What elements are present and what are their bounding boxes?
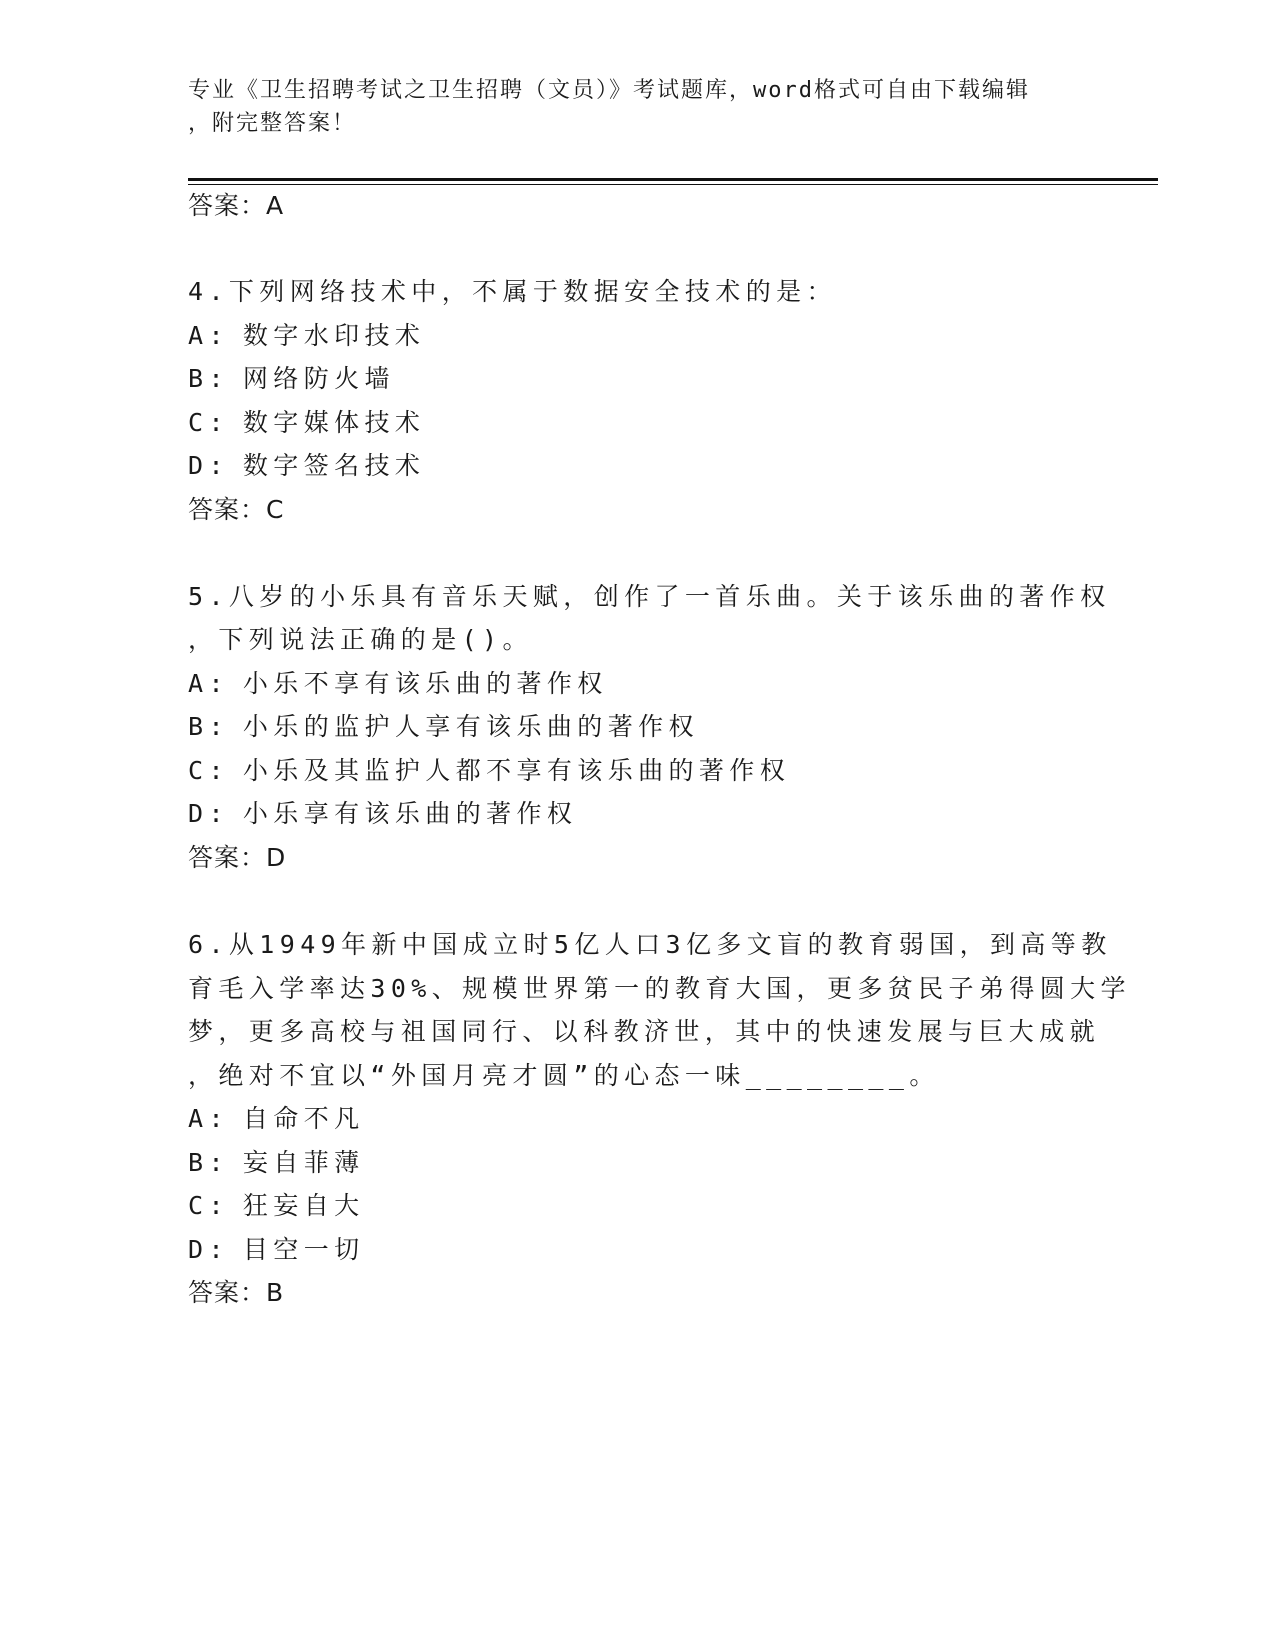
option-key: B: [188, 364, 229, 393]
option-text: 数字媒体技术 [242, 408, 426, 437]
option-text: 目空一切 [242, 1235, 365, 1264]
option-text: 小乐享有该乐曲的著作权 [242, 799, 578, 828]
option-key: D: [188, 799, 229, 828]
answer-line-q4 [188, 490, 284, 526]
header-line-1: 专业《卫生招聘考试之卫生招聘（文员）》考试题库，word格式可自由下载编辑 [188, 78, 1030, 103]
answer-label: 答案： [188, 843, 267, 872]
answer-label: 答案： [188, 495, 267, 524]
header-divider-thick [188, 178, 1158, 181]
page-header [188, 74, 1088, 140]
question-6-text-line-3: 梦，更多高校与祖国同行、以科教济世，其中的快速发展与巨大成就 [188, 1017, 1101, 1046]
option-key: A: [188, 321, 229, 350]
question-4-option-a [188, 316, 425, 352]
question-5-text-line-2: ，下列说法正确的是()。 [188, 625, 533, 654]
question-6-option-b [188, 1143, 365, 1179]
question-5-option-c [188, 751, 790, 787]
question-6-text-line-4: ，绝对不宜以“外国月亮才圆”的心态一味________。 [188, 1061, 940, 1090]
answer-label: 答案： [188, 191, 267, 220]
header-divider-thin [188, 184, 1158, 185]
question-6-text-line-1: 6.从1949年新中国成立时5亿人口3亿多文盲的教育弱国，到高等教 [188, 930, 1112, 959]
option-text: 狂妄自大 [242, 1191, 365, 1220]
option-key: C: [188, 1191, 229, 1220]
question-4-text: 4.下列网络技术中，不属于数据安全技术的是： [188, 277, 837, 306]
question-5-text-line-1: 5.八岁的小乐具有音乐天赋，创作了一首乐曲。关于该乐曲的著作权 [188, 582, 1111, 611]
option-text: 小乐的监护人享有该乐曲的著作权 [242, 712, 699, 741]
question-5-option-d [188, 794, 577, 830]
answer-line-q3 [188, 186, 284, 222]
option-key: A: [188, 669, 229, 698]
question-4-option-b [188, 359, 395, 395]
question-6-option-a [188, 1099, 365, 1135]
header-line-2: ，附完整答案！ [188, 111, 357, 136]
question-5-option-b [188, 707, 699, 743]
option-text: 网络防火墙 [242, 364, 395, 393]
question-5-option-a [188, 664, 608, 700]
answer-label: 答案： [188, 1278, 267, 1307]
option-text: 数字签名技术 [242, 451, 426, 480]
question-4-option-c [188, 403, 425, 439]
option-key: D: [188, 1235, 229, 1264]
answer-value: A [266, 191, 285, 220]
option-key: C: [188, 756, 229, 785]
question-6-option-d [188, 1230, 365, 1266]
option-text: 小乐及其监护人都不享有该乐曲的著作权 [242, 756, 791, 785]
option-text: 自命不凡 [242, 1104, 365, 1133]
option-key: C: [188, 408, 229, 437]
option-key: D: [188, 451, 229, 480]
answer-value: D [266, 843, 287, 872]
answer-value: B [266, 1278, 285, 1307]
question-4-option-d [188, 446, 425, 482]
option-text: 妄自菲薄 [242, 1148, 365, 1177]
option-key: B: [188, 1148, 229, 1177]
answer-line-q5 [188, 838, 286, 874]
option-text: 数字水印技术 [242, 321, 426, 350]
answer-line-q6 [188, 1273, 284, 1309]
option-text: 小乐不享有该乐曲的著作权 [242, 669, 608, 698]
option-key: A: [188, 1104, 229, 1133]
answer-value: C [266, 495, 285, 524]
option-key: B: [188, 712, 229, 741]
question-6-text-line-2: 育毛入学率达30%、规模世界第一的教育大国，更多贫民子弟得圆大学 [188, 974, 1131, 1003]
question-6-option-c [188, 1186, 365, 1222]
